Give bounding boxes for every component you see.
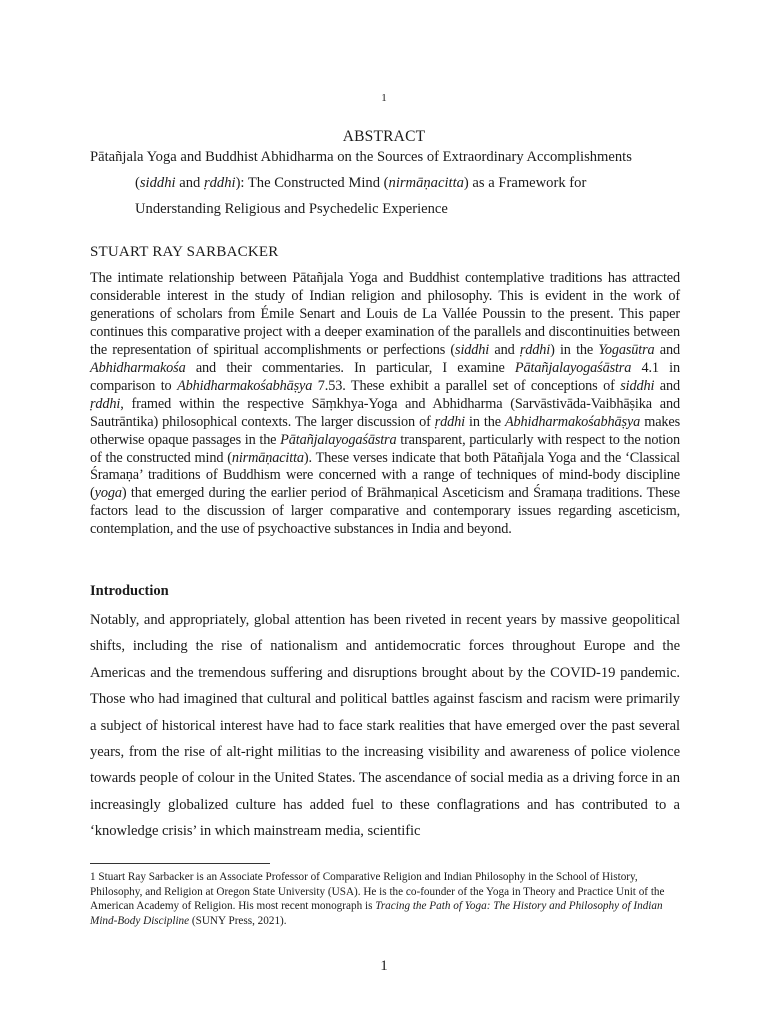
footer-page-number: 1	[380, 958, 388, 974]
introduction-body: Notably, and appropriately, global attention has been riveted in recent years by massive geopolitical shifts, including the rise of nationalism and antidemocratic forces throughout Europe and the Americas and the tremendous suffering and disruptions brought about by the COVID-19 pandemic. Those who had imagined that cultural and political battles against fascism and racism were primarily a subject of historical interest have had to face stark realities that have emerged over the past several years, from the rise of alt-right militias to the increasing visibility and awareness of police violence towards people of colour in the United States. The ascendance of social media as a driving force in an increasingly globalized culture has added fuel to these conflagrations and has contributed to a ‘knowledge crisis’ in which mainstream media, scientific	[90, 612, 680, 840]
header-page-number: 1	[381, 92, 387, 104]
abstract-body: The intimate relationship between Pātañjala Yoga and Buddhist contemplative traditions has attracted considerable interest in the study of Indian religion and philosophy. This is evident in the work of generations of scholars from Émile Senart and Louis de La Vallée Poussin to the present. This paper continues this comparative project with a deeper examination of the parallels and discontinuities between the representation of spiritual accomplishments or perfections (siddhi and ṛddhi) in the Yogasūtra and Abhidharmakośa and their commentaries. In particular, I examine Pātañjalayogaśāstra 4.1 in comparison to Abhidharmakośabhāṣya 7.53. These exhibit a parallel set of conceptions of siddhi and ṛddhi, framed within the respective Sāṃkhya-Yoga and Abhidharma (Sarvāstivāda-Vaibhāṣika and Sautrāntika) philosophical contexts. The larger discussion of ṛddhi in the Abhidharmakośabhāṣya makes otherwise opaque passages in the Pātañjalayogaśāstra transparent, particularly with respect to the notion of the constructed mind (nirmāṇacitta). These verses indicate that both Pātañjala Yoga and the ‘Classical Śramaṇa’ traditions of Buddhism were concerned with a range of techniques of mind-body discipline (yoga) that emerged during the earlier period of Brāhmaṇical Asceticism and Śramaṇa traditions. These factors lead to the discussion of larger comparative and contemporary issues regarding asceticism, contemplation, and the use of psychoactive substances in India and beyond.	[90, 270, 681, 538]
paper-title-line-1: Pātañjala Yoga and Buddhist Abhidharma on the Sources of Extraordinary Accomplishments	[90, 149, 632, 165]
footnote: 1 Stuart Ray Sarbacker is an Associate Professor of Comparative Religion and Indian Philosophy in the School of History, Philosophy, and Religion at Oregon State University (USA). He is the co-founder of the Yoga in Theory and Practice Unit of the American Academy of Religion. His most recent monograph is Tracing the Path of Yoga: The History and Philosophy of Indian Mind-Body Discipline (SUNY Press, 2021).	[90, 871, 665, 927]
author-name: STUART RAY SARBACKER	[90, 244, 279, 260]
paper-title-line-2: (siddhi and ṛddhi): The Constructed Mind (nirmāṇacitta) as a Framework for	[135, 175, 587, 191]
introduction-heading: Introduction	[90, 583, 169, 599]
abstract-heading: ABSTRACT	[342, 128, 426, 145]
footnote-divider	[90, 863, 270, 864]
paper-title-line-3: Understanding Religious and Psychedelic Experience	[135, 201, 448, 217]
